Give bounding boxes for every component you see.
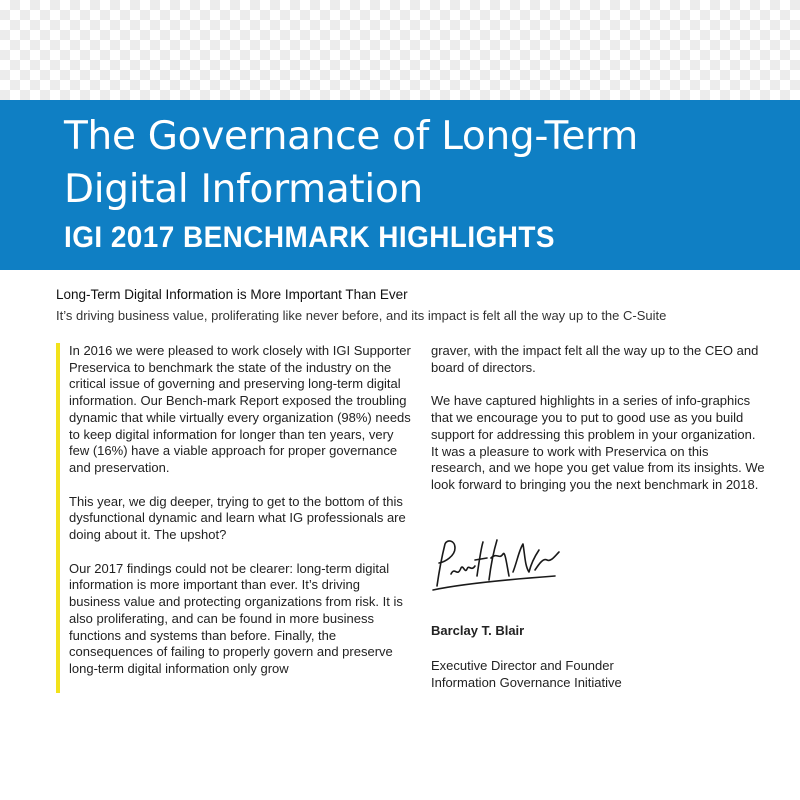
banner-subtitle: IGI 2017 BENCHMARK HIGHLIGHTS [64,221,555,254]
signer-organization: Information Governance Initiative [431,675,622,690]
title-line-2: Digital Information [64,167,423,212]
accent-bar [56,343,60,693]
body-paragraph: In 2016 we were pleased to work closely with IGI Supporter Preservica to benchmark the state of the industry on the critical issue of governing and preserving long-term digital information. Our Bench-mark Report exposed the troubling dynamic that while virtually every organization (98%) needs to keep digital information for longer than ten years, very few (16%) have a viable approach for proper governance and preservation. [69,343,411,475]
title-line-1: The Governance of Long-Term [64,114,638,159]
body-column-left [69,343,411,695]
body-paragraph: Our 2017 findings could not be clearer: long-term digital information is more important than ever. It’s driving business value and protecting organizations from risk. It is also proliferating, and can be found in more business functions and systems than before. Finally, the consequences of failing to properly govern and preserve long-term digital information only grow [69,560,403,676]
body-column-right [431,343,765,511]
signer-role [431,657,622,691]
body-paragraph: We have captured highlights in a series of info-graphics that we encourage you to put to good use as you build support for addressing this problem in your organization. It was a pleasure to work with Preservica on this research, and we hope you get value from its insights. We look forward to bringing you the next benchmark in 2018. [431,393,765,492]
handwritten-signature [431,536,563,596]
title-banner [0,100,800,270]
letter-content [0,270,800,800]
body-paragraph: This year, we dig deeper, trying to get to the bottom of this dysfunctional dynamic and learn what IG professionals are doing about it. The upshot? [69,493,406,543]
signer-name: Barclay T. Blair [431,623,525,638]
section-subheading: It’s driving business value, proliferating like never before, and its impact is felt all the way up to the C-Suite [56,308,667,323]
body-paragraph: graver, with the impact felt all the way up to the CEO and board of directors. [431,343,759,375]
section-heading: Long-Term Digital Information is More Important Than Ever [56,287,408,302]
signer-title: Executive Director and Founder [431,658,614,673]
